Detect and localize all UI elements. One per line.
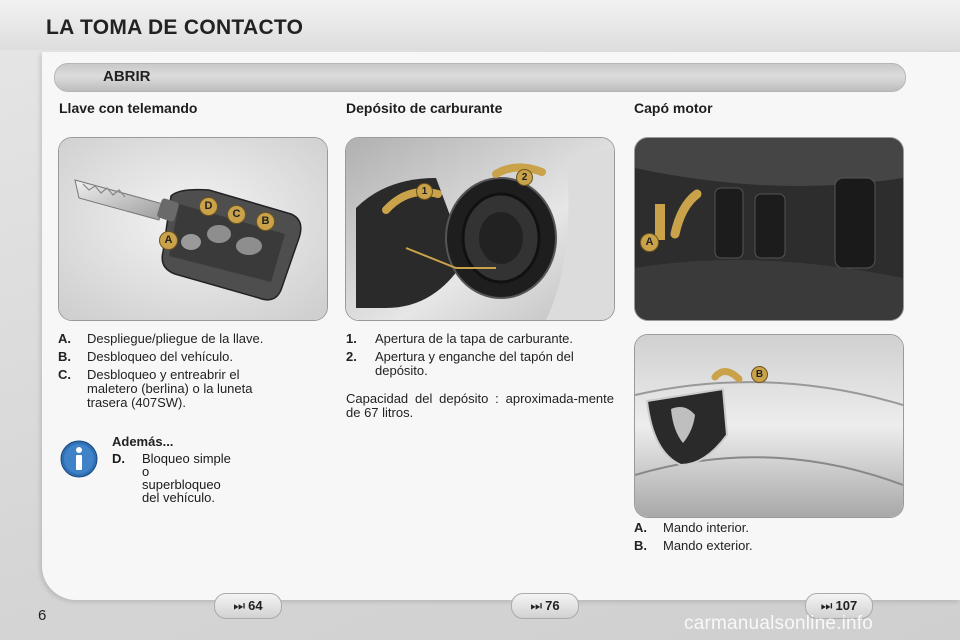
ademas-line: superbloqueo bbox=[142, 477, 221, 492]
list-item-key: 2. bbox=[346, 349, 357, 364]
list-item-key: C. bbox=[58, 367, 71, 382]
ref-page: 76 bbox=[545, 598, 560, 613]
heading-hood: Capó motor bbox=[634, 100, 713, 116]
info-icon bbox=[60, 440, 98, 478]
list-item-key: A. bbox=[634, 520, 647, 535]
list-item-text: Mando interior. bbox=[663, 520, 749, 535]
double-arrow-right-icon: ⏭ bbox=[530, 598, 543, 613]
ademas-line: o bbox=[142, 464, 150, 479]
fuel-capacity-note: Capacidad del depósito : aproximada-mente de 67 litros. bbox=[346, 391, 614, 420]
list-item bbox=[346, 332, 614, 346]
page-title: LA TOMA DE CONTACTO bbox=[46, 16, 304, 39]
list-item bbox=[634, 539, 894, 553]
ademas-line: del vehículo. bbox=[142, 490, 215, 505]
list-item bbox=[58, 332, 316, 346]
hood-label-a: A bbox=[640, 233, 659, 252]
ademas-key: D. bbox=[112, 451, 125, 466]
fuel-label-2: 2 bbox=[516, 169, 533, 186]
ref-page: 64 bbox=[248, 598, 263, 613]
section-title: ABRIR bbox=[103, 68, 151, 85]
ref-page: 107 bbox=[835, 598, 858, 613]
double-arrow-right-icon: ⏭ bbox=[820, 598, 833, 613]
list-item-text: Desbloqueo del vehículo. bbox=[87, 349, 233, 364]
list-item-key: A. bbox=[58, 331, 71, 346]
list-item-text: Apertura de la tapa de carburante. bbox=[375, 331, 574, 346]
ademas-title: Además... bbox=[112, 434, 174, 449]
photo-remote-key bbox=[58, 137, 328, 321]
list-item-key: B. bbox=[634, 538, 647, 553]
list-item bbox=[58, 350, 316, 364]
section-bar bbox=[54, 63, 906, 92]
ademas-item bbox=[112, 452, 252, 504]
photo-hood-exterior bbox=[634, 334, 904, 518]
list-item-text: Apertura y enganche del tapón del depósito. bbox=[375, 349, 574, 378]
photo-hood-interior bbox=[634, 137, 904, 321]
heading-fuel: Depósito de carburante bbox=[346, 100, 503, 116]
list-item-key: 1. bbox=[346, 331, 357, 346]
list-item bbox=[634, 521, 894, 535]
key-list bbox=[58, 332, 316, 414]
hood-label-b: B bbox=[751, 366, 768, 383]
page-number: 6 bbox=[38, 607, 47, 624]
key-label-b: B bbox=[256, 212, 275, 231]
ref-link-fuel[interactable] bbox=[511, 593, 579, 619]
list-item bbox=[58, 368, 316, 410]
list-item-text: Despliegue/pliegue de la llave. bbox=[87, 331, 264, 346]
key-label-c: C bbox=[227, 205, 246, 224]
key-label-d: D bbox=[199, 197, 218, 216]
key-label-a: A bbox=[159, 231, 178, 250]
fuel-label-1: 1 bbox=[416, 183, 433, 200]
list-item bbox=[346, 350, 614, 378]
fuel-list bbox=[346, 332, 614, 382]
double-arrow-right-icon: ⏭ bbox=[233, 598, 246, 613]
list-item-key: B. bbox=[58, 349, 71, 364]
list-item-text: Desbloqueo y entreabrir el maletero (berlina) o la luneta trasera (407SW). bbox=[87, 367, 253, 410]
list-item-text: Mando exterior. bbox=[663, 538, 753, 553]
ref-link-key[interactable] bbox=[214, 593, 282, 619]
heading-key: Llave con telemando bbox=[59, 100, 198, 116]
ademas-line: Bloqueo simple bbox=[142, 451, 231, 466]
hood-list bbox=[634, 521, 894, 557]
watermark: carmanualsonline.info bbox=[684, 613, 874, 634]
photo-fuel-filler bbox=[345, 137, 615, 321]
